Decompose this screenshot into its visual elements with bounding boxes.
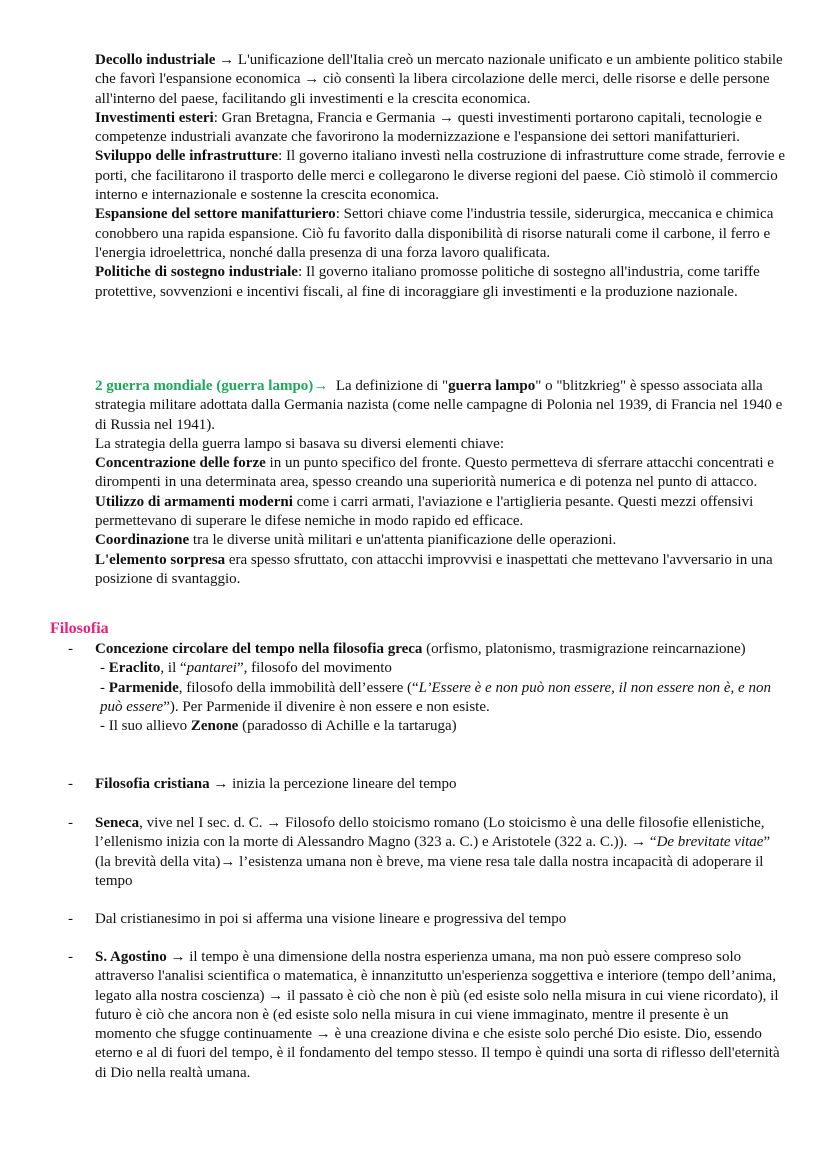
list-item-greca	[68, 640, 785, 736]
section-title-filosofia: Filosofia	[50, 620, 109, 637]
text: Filosofo dello stoicismo romano (Lo stoicismo è una delle filosofie ellenistiche, l’ellenismo inizia con la morte di Alessandro Magno (323 a. C.) e Aristotele (322 a. C.)).	[95, 815, 765, 851]
term-investimenti: Investimenti esteri	[95, 109, 214, 126]
text: L'unificazione dell'Italia creò un mercato nazionale unificato e un ambiente politico stabile che favorì l'espansione economica	[95, 52, 783, 88]
war-element	[95, 493, 795, 532]
bullet-dash: -	[68, 641, 73, 657]
text	[95, 640, 785, 659]
sub-item-eraclito	[95, 659, 785, 678]
bullet-dash: -	[68, 911, 73, 927]
strategy-line: La strategia della guerra lampo si basava su diversi elementi chiave:	[95, 435, 505, 452]
text: questi investimenti portarono capitali, tecnologie e competenze industriali avanzate che favorirono la modernizzazione e l'espansione dei settori manifatturieri.	[95, 109, 762, 146]
term-infrastrutture: Sviluppo delle infrastrutture	[95, 148, 279, 165]
text: (orfismo, platonismo, trasmigrazione reincarnazione)	[422, 641, 746, 657]
term-decollo: Decollo industriale	[95, 52, 216, 68]
text: -	[100, 679, 109, 696]
arrow-icon: →	[220, 853, 236, 870]
text: ciò consentì la libera circolazione delle merci, delle risorse e delle persone all'interno del paese, facilitando gli investimenti e la crescita economica.	[95, 71, 770, 107]
term: Filosofia cristiana	[95, 776, 210, 792]
arrow-icon: →	[213, 776, 229, 792]
text: , filosofo della immobilità dell’essere (“	[178, 679, 419, 696]
text: Dal cristianesimo in poi si afferma una visione lineare e progressiva del tempo	[95, 911, 567, 927]
term: Zenone	[190, 718, 239, 735]
list-item-agostino	[68, 948, 785, 1083]
paragraph-infrastrutture	[95, 147, 795, 205]
text: ”, filosofo del movimento	[236, 660, 392, 677]
text: inizia la percezione lineare del tempo	[228, 776, 457, 792]
war-intro	[95, 377, 795, 435]
sub-item-parmenide	[95, 679, 785, 718]
term: L'elemento sorpresa	[95, 551, 226, 568]
term: Parmenide	[108, 679, 179, 696]
term: S. Agostino	[95, 949, 167, 965]
arrow-icon: →	[304, 71, 320, 88]
paragraph-manifatturiero	[95, 205, 795, 263]
text: , il “	[160, 660, 187, 677]
paragraph-investimenti	[95, 109, 795, 148]
term-politiche: Politiche di sostegno industriale	[95, 264, 298, 281]
paragraph-decollo	[95, 51, 795, 109]
economics-section	[95, 51, 795, 302]
text: ” (la brevità della vita)	[95, 834, 771, 870]
bullet-dash: -	[68, 776, 73, 792]
text: come i carri armati, l'aviazione e l'artiglieria pesante. Questi mezzi offensivi permettevano di superare le difese nemiche in modo rapido ed efficace.	[95, 493, 754, 530]
text: l’esistenza umana non è breve, ma viene resa tale dalla nostra incapacità di adoperare il tempo	[95, 853, 764, 889]
quote: pantarei	[186, 660, 237, 677]
list-item-cristianesimo	[68, 910, 785, 929]
text: è una creazione divina e che esiste solo perché Dio esiste. Dio, essendo eterno e al di fuori del tempo, è il fondamento del tempo stesso. Il tempo è quindi una sorta di riflesso dell'eternità di Dio nella realtà umana.	[95, 1026, 780, 1081]
quote: L’Essere è e non può non essere, il non essere non è, e non può essere	[100, 679, 771, 715]
text: : Il governo italiano promosse politiche di sostegno all'industria, come tariffe protettive, sovvenzioni e incentivi fiscali, al fine di incoraggiare gli investimenti e la produzione nazionale.	[95, 264, 760, 300]
text: : Gran Bretagna, Francia e Germania	[213, 109, 440, 126]
paragraph-politiche	[95, 263, 795, 302]
text: : Settori chiave come l'industria tessile, siderurgica, meccanica e chimica conobbero una rapida espansione. Ciò fu favorito dalla disponibilità di risorse naturali come il carbone, il ferro e l'energia idroelettrica, nonché dalla presenza di una forza lavoro qualificata.	[95, 206, 774, 261]
text: (paradosso di Achille e la tartaruga)	[238, 718, 457, 735]
arrow-icon: →	[266, 815, 282, 831]
quote: De brevitate vitae	[656, 834, 764, 851]
text: - Il suo allievo	[100, 718, 191, 735]
term: Concentrazione delle forze	[95, 455, 266, 472]
war-element	[95, 454, 795, 493]
war-element	[95, 551, 795, 590]
term-guerra-lampo: guerra lampo	[448, 378, 536, 394]
arrow-icon: →	[439, 109, 455, 126]
text: era spesso sfruttato, con attacchi improvvisi e inaspettati che mettevano l'avversario in una posizione di svantaggio.	[95, 551, 773, 587]
text: il tempo è una dimensione della nostra esperienza umana, ma non può essere compreso solo attraverso l'analisi scientifica o matematica, è innanzitutto un'esperienza soggettiva e interiore (tempo dell’anima, legato alla nostra coscienza)	[95, 949, 776, 1004]
text: in un punto specifico del fronte. Questo permetteva di sferrare attacchi concentrati e dirompenti in una determinata area, spesso creando una superiorità numerica e di potenza nel punto di attacco.	[95, 455, 774, 491]
arrow-icon: →	[315, 1026, 331, 1043]
arrow-icon: →	[219, 52, 235, 68]
text: La definizione di "	[328, 378, 449, 394]
arrow-icon: →	[268, 987, 284, 1004]
sub-item-zenone	[95, 717, 785, 736]
arrow-icon: →	[170, 949, 186, 965]
arrow-icon: →	[313, 378, 329, 394]
war-heading: 2 guerra mondiale (guerra lampo)	[95, 378, 314, 394]
arrow-icon: →	[631, 834, 647, 851]
text: il passato è ciò che non è più (ed esiste solo nella misura in cui viene ricordato), il futuro è ciò che ancora non è (ed esiste solo nella misura in cui viene immaginato, mentre il presente è un momento che sfugge continuamente	[95, 987, 779, 1043]
text: ”). Per Parmenide il divenire è non essere e non esiste.	[163, 698, 490, 715]
term-manifatturiero: Espansione del settore manifatturiero	[95, 206, 336, 223]
text: , vive nel I sec. d. C.	[139, 815, 267, 831]
term: Concezione circolare del tempo nella filosofia greca	[95, 641, 423, 657]
term: Utilizzo di armamenti moderni	[95, 493, 293, 510]
text: -	[100, 660, 109, 677]
text: : Il governo italiano investì nella costruzione di infrastrutture come strade, ferrovie e porti, che facilitarono il trasporto delle merci e collegarono le diverse regioni del paese. Ciò stimolò il commercio interno e internazionale e sostenne la crescita economica.	[95, 148, 785, 204]
text: tra le diverse unità militari e un'attenta pianificazione delle operazioni.	[189, 532, 617, 549]
list-item-cristiana	[68, 775, 785, 794]
text: " o "blitzkrieg" è spesso associata alla strategia militare adottata dalla Germania nazista (come nelle campagne di Polonia nel 1939, di Francia nel 1940 e di Russia nel 1941).	[95, 378, 783, 433]
war-element	[95, 531, 795, 550]
war-section	[95, 377, 795, 589]
term: Eraclito	[108, 660, 161, 677]
term: Seneca	[95, 815, 140, 831]
text: “	[646, 834, 657, 851]
bullet-dash: -	[68, 949, 73, 965]
list-item-seneca	[68, 814, 785, 891]
term: Coordinazione	[95, 532, 190, 549]
bullet-dash: -	[68, 815, 73, 831]
